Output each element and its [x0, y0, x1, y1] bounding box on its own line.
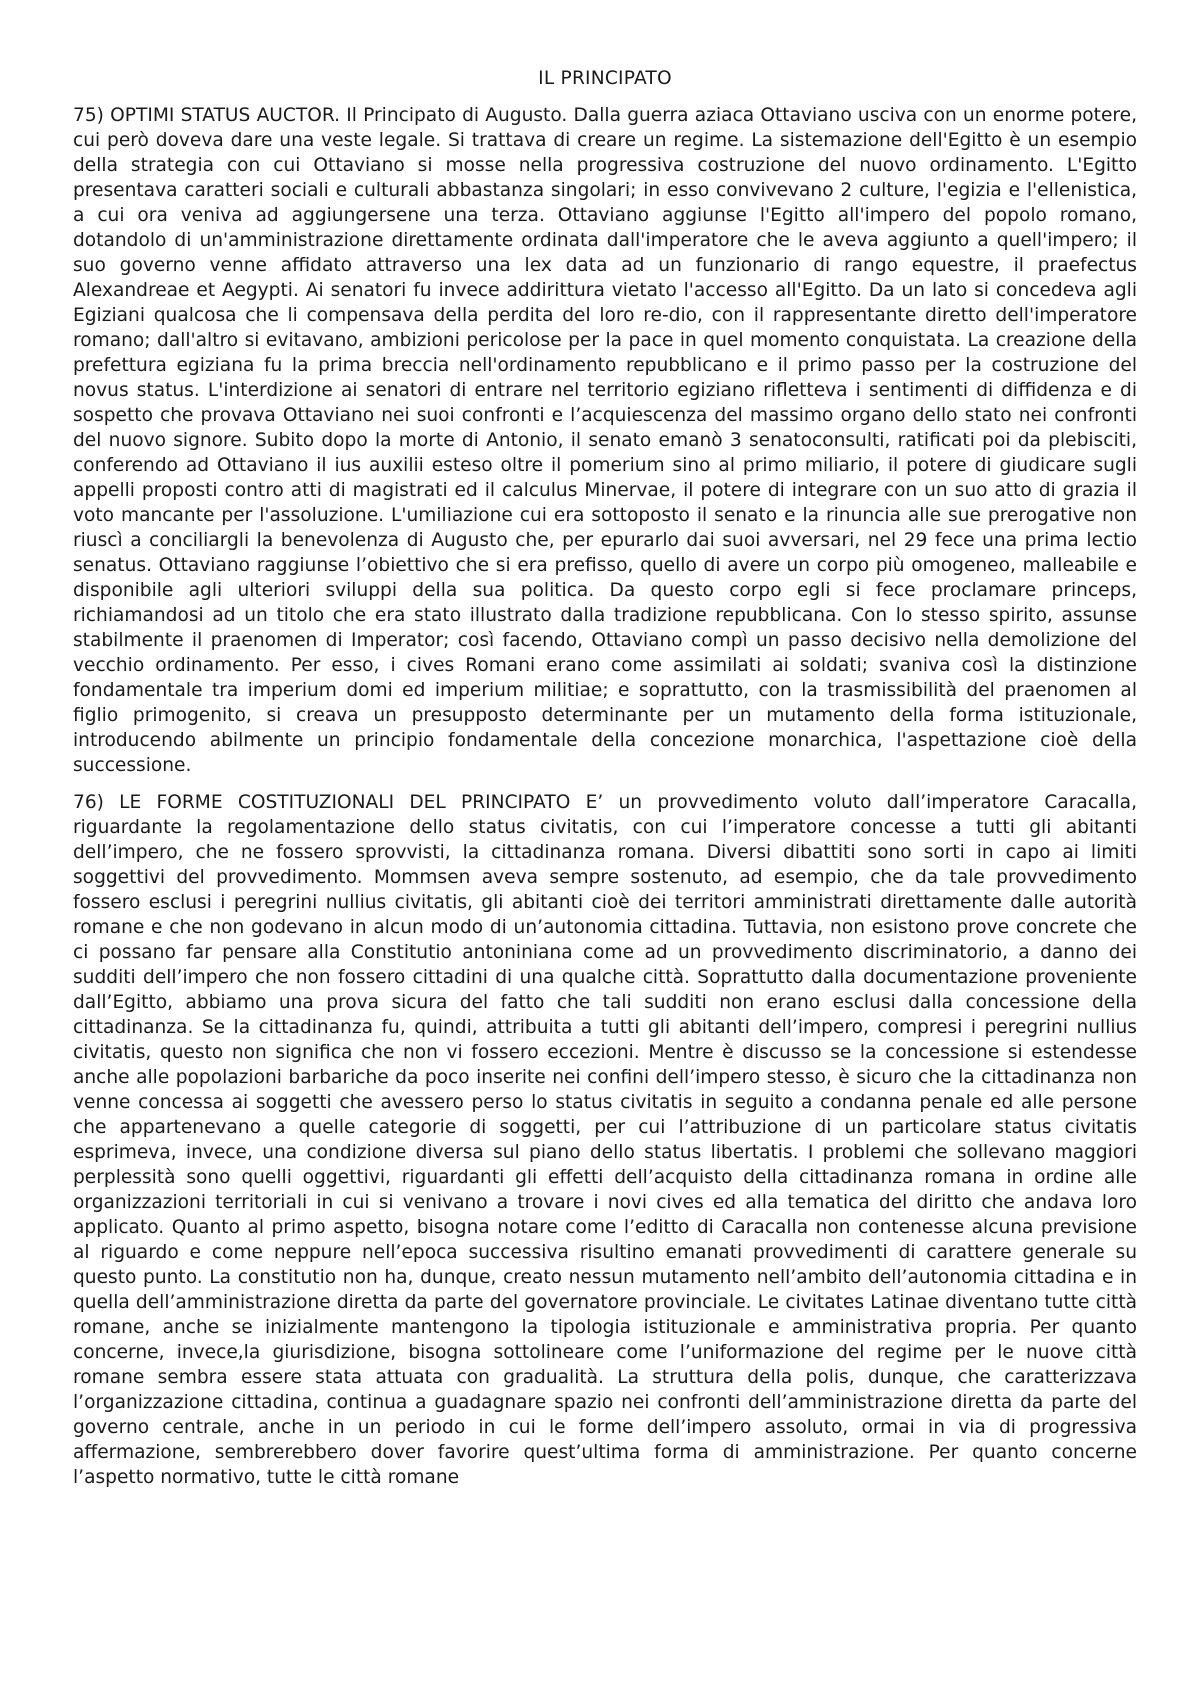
document-page	[73, 66, 1137, 1502]
paragraph-75-principato-augusto: 75) OPTIMI STATUS AUCTOR. Il Principato di Augusto. Dalla guerra aziaca Ottaviano usciva con un enorme potere, cui però doveva dare una veste legale. Si trattava di creare un regime. La sistemazione dell'Egitto è un esempio della strategia con cui Ottaviano si mosse nella progressiva costruzione del nuovo ordinamento. L'Egitto presentava caratteri sociali e culturali abbastanza singolari; in esso convivevano 2 culture, l'egizia e l'ellenistica, a cui ora veniva ad aggiungersene una terza. Ottaviano aggiunse l'Egitto all'impero del popolo romano, dotandolo di un'amministrazione direttamente ordinata dall'imperatore che le aveva aggiunto a quell'impero; il suo governo venne affidato attraverso una lex data ad un funzionario di rango equestre, il praefectus Alexandreae et Aegypti. Ai senatori fu invece addirittura vietato l'accesso all'Egitto. Da un lato si concedeva agli Egiziani qualcosa che li compensava della perdita del loro re-dio, con il rappresentante diretto dell'imperatore romano; dall'altro si evitavano, ambizioni pericolose per la pace in quel momento conquistata. La creazione della prefettura egiziana fu la prima breccia nell'ordinamento repubblicano e il primo passo per la costruzione del novus status. L'interdizione ai senatori di entrare nel territorio egiziano rifletteva i sentimenti di diffidenza e di sospetto che provava Ottaviano nei suoi confronti e l’acquiescenza del massimo organo dello stato nei confronti del nuovo signore. Subito dopo la morte di Antonio, il senato emanò 3 senatoconsulti, ratificati poi da plebisciti, conferendo ad Ottaviano il ius auxilii esteso oltre il pomerium sino al primo miliario, il potere di giudicare sugli appelli proposti contro atti di magistrati ed il calculus Minervae, il potere di integrare con un suo atto di grazia il voto mancante per l'assoluzione. L'umiliazione cui era sottoposto il senato e la rinuncia alle sue prerogative non riuscì a conciliargli la benevolenza di Augusto che, per epurarlo dai suoi avversari, nel 29 fece una prima lectio senatus. Ottaviano raggiunse l’obiettivo che si era prefisso, quello di avere un corpo più omogeneo, malleabile e disponibile agli ulteriori sviluppi della sua politica. Da questo corpo egli si fece proclamare princeps, richiamandosi ad un titolo che era stato illustrato dalla tradizione repubblicana. Con lo stesso spirito, assunse stabilmente il praenomen di Imperator; così facendo, Ottaviano compì un passo decisivo nella demolizione del vecchio ordinamento. Per esso, i cives Romani erano come assimilati ai soldati; svaniva così la distinzione fondamentale tra imperium domi ed imperium militiae; e soprattutto, con la trasmissibilità del praenomen al figlio primogenito, si creava un presupposto determinante per un mutamento della forma istituzionale, introducendo abilmente un principio fondamentale della concezione monarchica, l'aspettazione cioè della successione.	[73, 105, 1137, 776]
paragraph-76-forme-costituzionali: 76) LE FORME COSTITUZIONALI DEL PRINCIPATO E’ un provvedimento voluto dall’imperatore Caracalla, riguardante la regolamentazione dello status civitatis, con cui l’imperatore concesse a tutti gli abitanti dell’impero, che ne fossero sprovvisti, la cittadinanza romana. Diversi dibattiti sono sorti in capo ai limiti soggettivi del provvedimento. Mommsen aveva sempre sostenuto, ad esempio, che da tale provvedimento fossero esclusi i peregrini nullius civitatis, gli abitanti cioè dei territori amministrati direttamente dalle autorità romane e che non godevano in alcun modo di un’autonomia cittadina. Tuttavia, non esistono prove concrete che ci possano far pensare alla Constitutio antoniniana come ad un provvedimento discriminatorio, a danno dei sudditi dell’impero che non fossero cittadini di una qualche città. Soprattutto dalla documentazione proveniente dall’Egitto, abbiamo una prova sicura del fatto che tali sudditi non erano esclusi dalla concessione della cittadinanza. Se la cittadinanza fu, quindi, attribuita a tutti gli abitanti dell’impero, compresi i peregrini nullius civitatis, questo non significa che non vi fossero eccezioni. Mentre è discusso se la concessione si estendesse anche alle popolazioni barbariche da poco inserite nei confini dell’impero stesso, è sicuro che la cittadinanza non venne concessa ai soggetti che avessero perso lo status civitatis in seguito a condanna penale ed alle persone che appartenevano a quelle categorie di soggetti, per cui l’attribuzione di un particolare status civitatis esprimeva, invece, una condizione diversa sul piano dello status libertatis. I problemi che sollevano maggiori perplessità sono quelli oggettivi, riguardanti gli effetti dell’acquisto della cittadinanza romana in ordine alle organizzazioni territoriali in cui si venivano a trovare i novi cives ed alla tematica del diritto che andava loro applicato. Quanto al primo aspetto, bisogna notare come l’editto di Caracalla non contenesse alcuna previsione al riguardo e come neppure nell’epoca successiva risultino emanati provvedimenti di carattere generale su questo punto. La constitutio non ha, dunque, creato nessun mutamento nell’ambito dell’autonomia cittadina e in quella dell’amministrazione diretta da parte del governatore provinciale. Le civitates Latinae diventano tutte città romane, anche se inizialmente mantengono la tipologia istituzionale e amministrativa propria. Per quanto concerne, invece,la giurisdizione, bisogna sottolineare come l’uniformazione del regime per le nuove città romane sembra essere stata attuata con gradualità. La struttura della polis, dunque, che caratterizzava l’organizzazione cittadina, continua a guadagnare spazio nei confronti dell’amministrazione diretta da parte del governo centrale, anche in un periodo in cui le forme dell’impero assoluto, ormai in via di progressiva affermazione, sembrerebbero dover favorire quest’ultima forma di amministrazione. Per quanto concerne l’aspetto normativo, tutte le città romane	[73, 792, 1137, 1488]
page-title: IL PRINCIPATO	[538, 68, 672, 89]
